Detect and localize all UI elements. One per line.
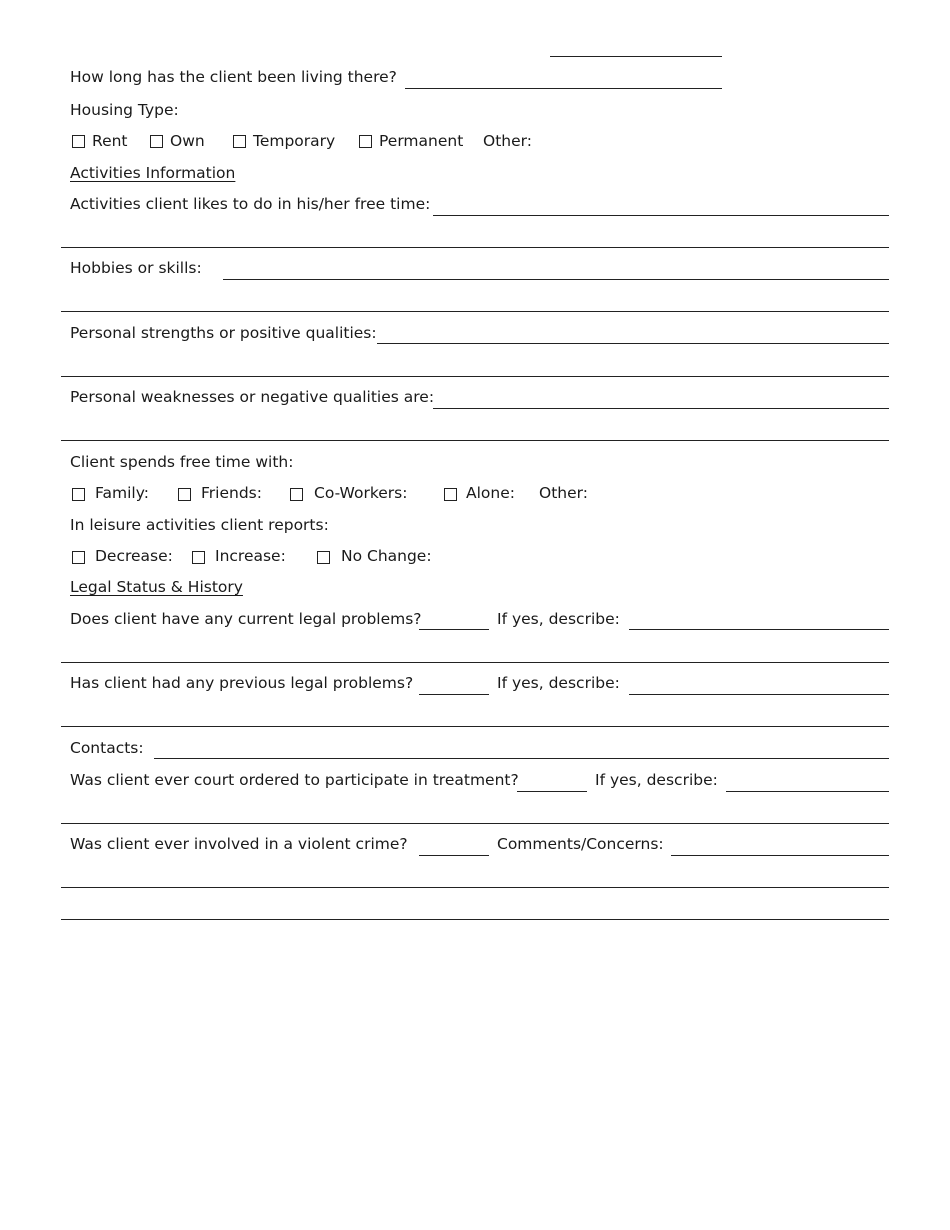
increase-checkbox[interactable] (192, 551, 205, 564)
housing-other-label: Other: (483, 132, 532, 150)
current-problems-input[interactable] (419, 629, 489, 630)
strengths-label: Personal strengths or positive qualities: (70, 324, 377, 342)
violent-crime-label: Was client ever involved in a violent crime? (70, 835, 408, 853)
family-checkbox[interactable] (72, 488, 85, 501)
current-problems-label: Does client have any current legal problems? (70, 610, 422, 628)
weaknesses-label: Personal weaknesses or negative qualities are: (70, 388, 435, 406)
friends-label: Friends: (201, 484, 262, 502)
court-describe-label: If yes, describe: (595, 771, 718, 789)
free-time-input[interactable] (433, 215, 889, 216)
contacts-label: Contacts: (70, 739, 144, 757)
current-describe-input[interactable] (629, 629, 889, 630)
how-long-label: How long has the client been living there? (70, 68, 397, 86)
free-time-label: Activities client likes to do in his/her free time: (70, 195, 431, 213)
rent-checkbox[interactable] (72, 135, 85, 148)
court-ordered-input[interactable] (517, 791, 587, 792)
violent-crime-input[interactable] (419, 855, 489, 856)
permanent-label: Permanent (379, 132, 464, 150)
how-long-input[interactable] (405, 88, 722, 89)
temporary-label: Temporary (253, 132, 336, 150)
strengths-input-line-2[interactable] (61, 376, 889, 377)
weaknesses-input-line-2[interactable] (61, 440, 889, 441)
leisure-label: In leisure activities client reports: (70, 516, 329, 534)
court-ordered-label: Was client ever court ordered to participate in treatment? (70, 771, 519, 789)
family-label: Family: (95, 484, 149, 502)
alone-label: Alone: (466, 484, 515, 502)
current-describe-input-line-2[interactable] (61, 662, 889, 663)
activities-heading: Activities Information (70, 164, 236, 182)
own-label: Own (170, 132, 205, 150)
top-answer-line[interactable] (550, 56, 722, 57)
previous-problems-label: Has client had any previous legal problems? (70, 674, 414, 692)
hobbies-label: Hobbies or skills: (70, 259, 202, 277)
no-change-checkbox[interactable] (317, 551, 330, 564)
no-change-label: No Change: (341, 547, 432, 565)
permanent-checkbox[interactable] (359, 135, 372, 148)
hobbies-input-line-2[interactable] (61, 311, 889, 312)
spends-time-label: Client spends free time with: (70, 453, 294, 471)
increase-label: Increase: (215, 547, 286, 565)
comments-input-line-3[interactable] (61, 919, 889, 920)
decrease-checkbox[interactable] (72, 551, 85, 564)
hobbies-input[interactable] (223, 279, 889, 280)
own-checkbox[interactable] (150, 135, 163, 148)
comments-label: Comments/Concerns: (497, 835, 664, 853)
strengths-input[interactable] (377, 343, 889, 344)
decrease-label: Decrease: (95, 547, 173, 565)
co-workers-checkbox[interactable] (290, 488, 303, 501)
previous-describe-label: If yes, describe: (497, 674, 620, 692)
co-workers-label: Co-Workers: (314, 484, 408, 502)
free-time-input-line-2[interactable] (61, 247, 889, 248)
previous-describe-input[interactable] (629, 694, 889, 695)
companions-other-label: Other: (539, 484, 588, 502)
court-describe-input[interactable] (726, 791, 889, 792)
housing-type-label: Housing Type: (70, 101, 179, 119)
weaknesses-input[interactable] (433, 408, 889, 409)
temporary-checkbox[interactable] (233, 135, 246, 148)
comments-input[interactable] (671, 855, 889, 856)
current-describe-label: If yes, describe: (497, 610, 620, 628)
friends-checkbox[interactable] (178, 488, 191, 501)
previous-problems-input[interactable] (419, 694, 489, 695)
rent-label: Rent (92, 132, 128, 150)
contacts-input[interactable] (154, 758, 889, 759)
court-describe-input-line-2[interactable] (61, 823, 889, 824)
previous-describe-input-line-2[interactable] (61, 726, 889, 727)
comments-input-line-2[interactable] (61, 887, 889, 888)
alone-checkbox[interactable] (444, 488, 457, 501)
legal-heading: Legal Status & History (70, 578, 243, 596)
